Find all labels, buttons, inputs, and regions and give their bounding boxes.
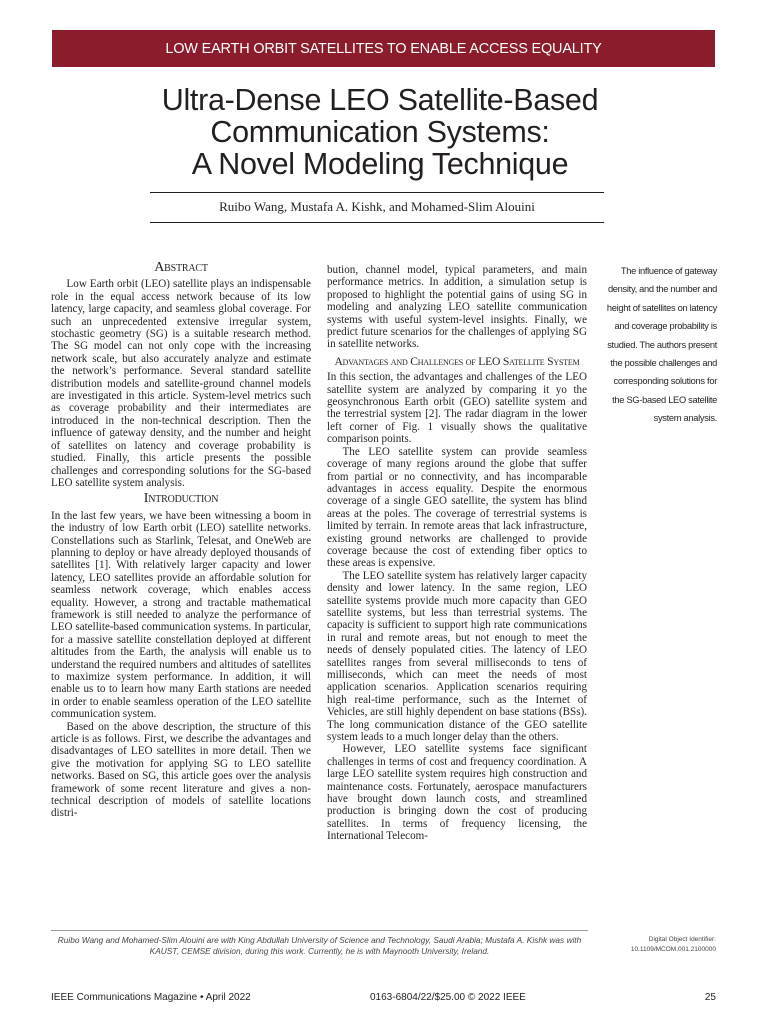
title-line-1: Ultra-Dense LEO Satellite-Based: [161, 83, 599, 117]
page-number: 25: [704, 992, 716, 1003]
introduction-heading: Introduction: [143, 491, 219, 507]
intro-continued-paragraph: bution, channel model, typical parameters, and main performance metrics. In addition, a simulation setup is proposed to highlight the potential gains of using SG in modeling and analyzing LEO satellite communication systems with useful system-level insights. Finally, we predict future scenarios for the challenges of applying SG in satellite networks.: [327, 264, 587, 351]
advantages-paragraph-3: The LEO satellite system has relatively larger capacity density and lower latency. In the same region, LEO satellite systems provide much more capacity than GEO satellite systems, but less than terrestrial systems. The capacity is sufficient to support high rate communications in rural and remote areas, but not enough to meet the needs of densely populated cities. The latency of LEO satellites ranges from several milliseconds to tens of milliseconds, which can meet the needs of most application scenarios. Application scenarios requiring high real-time performance, such as the Internet of Vehicles, are still highly dependent on base stations (BSs). The long communication distance of the GEO satellite system leads to a much longer delay than the others.: [327, 569, 587, 744]
doi-label: Digital Object Identifier:: [648, 936, 716, 943]
title-line-3: A Novel Modeling Technique: [191, 147, 569, 181]
title-rule: [150, 192, 604, 193]
advantages-heading: Advantages and Challenges of LEO Satellite System: [334, 354, 580, 368]
author-affiliation-footnote: Ruibo Wang and Mohamed-Slim Alouini are with King Abdullah University of Science and Technology, Saudi Arabia; Mustafa A. Kishk was with KAUST, CEMSE division, during this work. Currently, he is with Maynooth University, Ireland.: [57, 935, 582, 956]
journal-footer: IEEE Communications Magazine • April 2022: [51, 992, 251, 1003]
copyright-footer: 0163-6804/22/$25.00 © 2022 IEEE: [370, 992, 526, 1003]
pull-quote: The influence of gateway density, and the number and height of satellites on latency and coverage probability is studied. The authors present the possible challenges and corresponding solutions for the SG-based LEO satellite system analysis.: [606, 266, 717, 424]
advantages-paragraph-4: However, LEO satellite systems face significant challenges in terms of cost and frequency coordination. A large LEO satellite system requires high construction and maintenance costs. Fortunately, aerospace manufacturers have brought down launch costs, and streamlined production is bringing down the cost of producing satellites. In terms of frequency licensing, the International Telecom-: [327, 743, 587, 843]
author-list: Ruibo Wang, Mustafa A. Kishk, and Mohamed-Slim Alouini: [219, 199, 535, 214]
column-left: [51, 262, 311, 820]
column-right: [327, 264, 587, 843]
doi-value: 10.1109/MCOM.001.2100000: [630, 946, 716, 953]
footnote-rule: [51, 930, 588, 931]
abstract-paragraph: Low Earth orbit (LEO) satellite plays an indispensable role in the equal access network because of its low latency, large capacity, and seamless global coverage. For such an unprecedented extensive irregular system, stochastic geometry (SG) is a suitable research method. The SG model can not only cope with the increasing network scale, but also accurately analyze and estimate the network’s performance. Several standard satellite distribution models and satellite-ground channel models are investigated in this article. System-level metrics such as coverage probability and their intermediates are introduced in the non-technical description. Then the influence of gateway density, and the number and height of satellites on latency and coverage probability is studied. Finally, this article presents the possible challenges and corresponding solutions for the SG-based LEO satellite system analysis.: [51, 278, 311, 489]
abstract-heading: Abstract: [154, 260, 208, 275]
title-line-2: Communication Systems:: [210, 115, 550, 149]
author-rule: [150, 222, 604, 223]
section-banner: LOW EARTH ORBIT SATELLITES TO ENABLE ACCESS EQUALITY: [52, 30, 715, 67]
advantages-paragraph-2: The LEO satellite system can provide seamless coverage of many regions around the globe that suffer from partial or no connectivity, and has incomparable advantages in access equality. Despite the enormous coverage of a single GEO satellite, the system has blind areas at the poles. The coverage of terrestrial systems is limited by terrain. In remote areas that lack infrastructure, existing ground networks are challenged to provide coverage because the cost of extending fiber optics to these areas is expensive.: [327, 445, 587, 570]
advantages-paragraph-1: In this section, the advantages and challenges of the LEO satellite system are analyzed by comparing it yo the geosynchronous Earth orbit (GEO) satellite system and the terrestrial system [2]. The radar diagram in the lower left corner of Fig. 1 visually shows the qualitative comparison points.: [327, 371, 587, 446]
article-title: [60, 84, 700, 180]
intro-paragraph-1: In the last few years, we have been witnessing a boom in the industry of low Earth orbit (LEO) satellite networks. Constellations such as Starlink, Telesat, and OneWeb are planning to deploy or have already deployed thousands of satellites [1]. With relatively larger capacity and lower latency, LEO satellites provide an affordable solution for seamless network coverage, which enables access equality. However, a strong and tractable mathematical framework is still needed to analyze the performance of LEO satellite-based communication systems. In particular, for a massive satellite constellation deployed at different altitudes from the Earth, the analysis will enable us to understand the required numbers and altitudes of satellites to maximize system performance. In addition, it will enable us to to learn how many Earth stations are needed in order to enable seamless operation of the LEO satellite communication system.: [51, 509, 311, 721]
intro-paragraph-2: Based on the above description, the structure of this article is as follows. First, we describe the advantages and disadvantages of LEO satellites in more detail. Then we give the motivation for applying SG to LEO satellite networks. Based on SG, this article goes over the analysis framework of some recent literature and gives a non-technical description of models of satellite locations distri-: [51, 720, 311, 820]
doi-block: [604, 935, 716, 955]
